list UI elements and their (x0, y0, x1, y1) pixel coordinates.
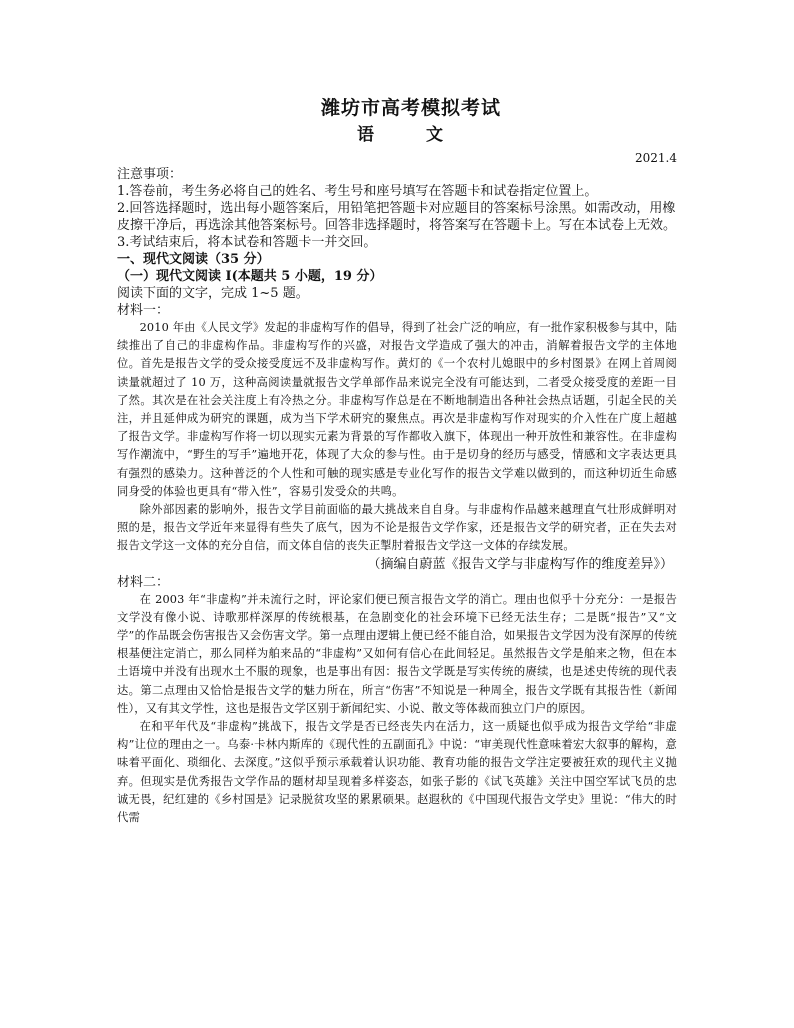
notes-heading: 注意事项： (117, 167, 183, 182)
exam-date: 2021.4 (635, 151, 677, 165)
section-instruction: 阅读下面的文字，完成 1~5 题。 (117, 286, 309, 301)
note-item-1: 1.答卷前，考生务必将自己的姓名、考生号和座号填写在答题卡和试卷指定位置上。 (117, 184, 598, 199)
note-item-3: 3.考试结束后，将本试卷和答题卡一并交回。 (117, 235, 377, 250)
material1-source: （摘编自蔚蓝《报告文学与非虚构写作的维度差异》） (367, 556, 673, 572)
material2-label: 材料二： (117, 574, 170, 590)
material1-label: 材料一： (117, 303, 170, 318)
exam-page (117, 96, 677, 827)
material1-paragraph-1: 2010 年由《人民文学》发起的非虚构写作的倡导，得到了社会广泛的响应，有一批作家积极参与其中，陆续推出了自己的非虚构作品。非虚构写作的兴盛，对报告文学造成了强大的冲击，消解着报告文学的主体地位。首先是报告文学的受众接受度远不及非虚构写作。黄灯的《一个农村儿媳眼中的乡村图景》在网上首周阅读量就超过了 10 万，这种高阅读量就报告文学单部作品来说完全没有可能达到，二者受众接受度的差距一目了然。其次是在社会关注度上有冷热之分。非虚构写作总是在不断地制造出各种社会热点话题，引起全民的关注，并且延伸成为研究的课题，成为当下学术研究的聚焦点。再次是非虚构写作对现实的介入性在广度上超越了报告文学。非虚构写作将一切以现实元素为背景的写作都收入旗下，体现出一种开放性和兼容性。在非虚构写作潮流中，“野生的写手”遍地开花，体现了大众的参与性。由于是切身的经历与感受，情感和文字表达更具有强烈的感染力。这种普泛的个人性和可触的现实感是专业化写作的报告文学难以做到的，而这种切近生命感同身受的体验也更具有“带入性”，容易引发受众的共鸣。 (117, 321, 677, 498)
exam-subject: 语 文 (357, 125, 457, 145)
material1-paragraph-2: 除外部因素的影响外，报告文学目前面临的最大挑战来自自身。与非虚构作品越来越理直气壮形成鲜明对照的是，报告文学近年来显得有些失了底气，因为不论是报告文学作家，还是报告文学的研究者，正在失去对报告文学这一文体的充分自信，而文体自信的丧失正掣肘着报告文学这一文体的存续发展。 (117, 503, 677, 553)
section-heading: 一、现代文阅读（35 分） (117, 252, 270, 267)
material2-paragraph-2: 在和平年代及“非虚构”挑战下，报告文学是否已经丧失内在活力，这一质疑也似乎成为报告文学给“非虚构”让位的理由之一。乌泰·卡林内斯库的《现代性的五副面孔》中说：“审美现代性意味着宏大叙事的解构，意味着平面化、琐细化、去深度。”这似乎预示承载着认识功能、教育功能的报告文学注定要被狂欢的现代主义抛弃。但现实是优秀报告文学作品的题材却呈现着多样姿态，如张子影的《试飞英雄》关注中国空军试飞员的忠诚无畏，纪红建的《乡村国是》记录脱贫攻坚的累累硕果。赵遐秋的《中国现代报告文学史》里说：“伟大的时代需 (117, 720, 677, 825)
notes-block (117, 166, 677, 251)
exam-title: 潍坊市高考模拟考试 (320, 97, 501, 119)
section-subheading: （一）现代文阅读 I(本题共 5 小题，19 分） (117, 269, 383, 284)
material2-paragraph-1: 在 2003 年“非虚构”并未流行之时，评论家们便已预言报告文学的消亡。理由也似乎十分充分：一是报告文学没有像小说、诗歌那样深厚的传统根基，在急剧变化的社会环境下已经无法生存；二是既“报告”又“文学”的作品既会伤害报告又会伤害文学。第一点理由逻辑上便已经不能自洽，如果报告文学因为没有深厚的传统根基便注定消亡，那么同样为舶来品的“非虚构”又如何有信心在此间轻足。虽然报告文学是舶来之物，但在本土语境中并没有出现水土不服的现象，也是事出有因：报告文学既是写实传统的赓续，也是述史传统的现代表达。第二点理由又恰恰是报告文学的魅力所在，所言“伤害”不知说是一种周全，报告文学既有其报告性（新闻性），又有其文学性，这也是报告文学区别于新闻纪实、小说、散文等体裁而独立门户的原因。 (117, 592, 677, 715)
note-item-2: 2.回答选择题时，选出每小题答案后，用铅笔把答题卡对应题目的答案标号涂黑。如需改动，用橡皮擦干净后，再选涂其他答案标号。回答非选择题时，将答案写在答题卡上。写在本试卷上无效。 (117, 201, 677, 233)
